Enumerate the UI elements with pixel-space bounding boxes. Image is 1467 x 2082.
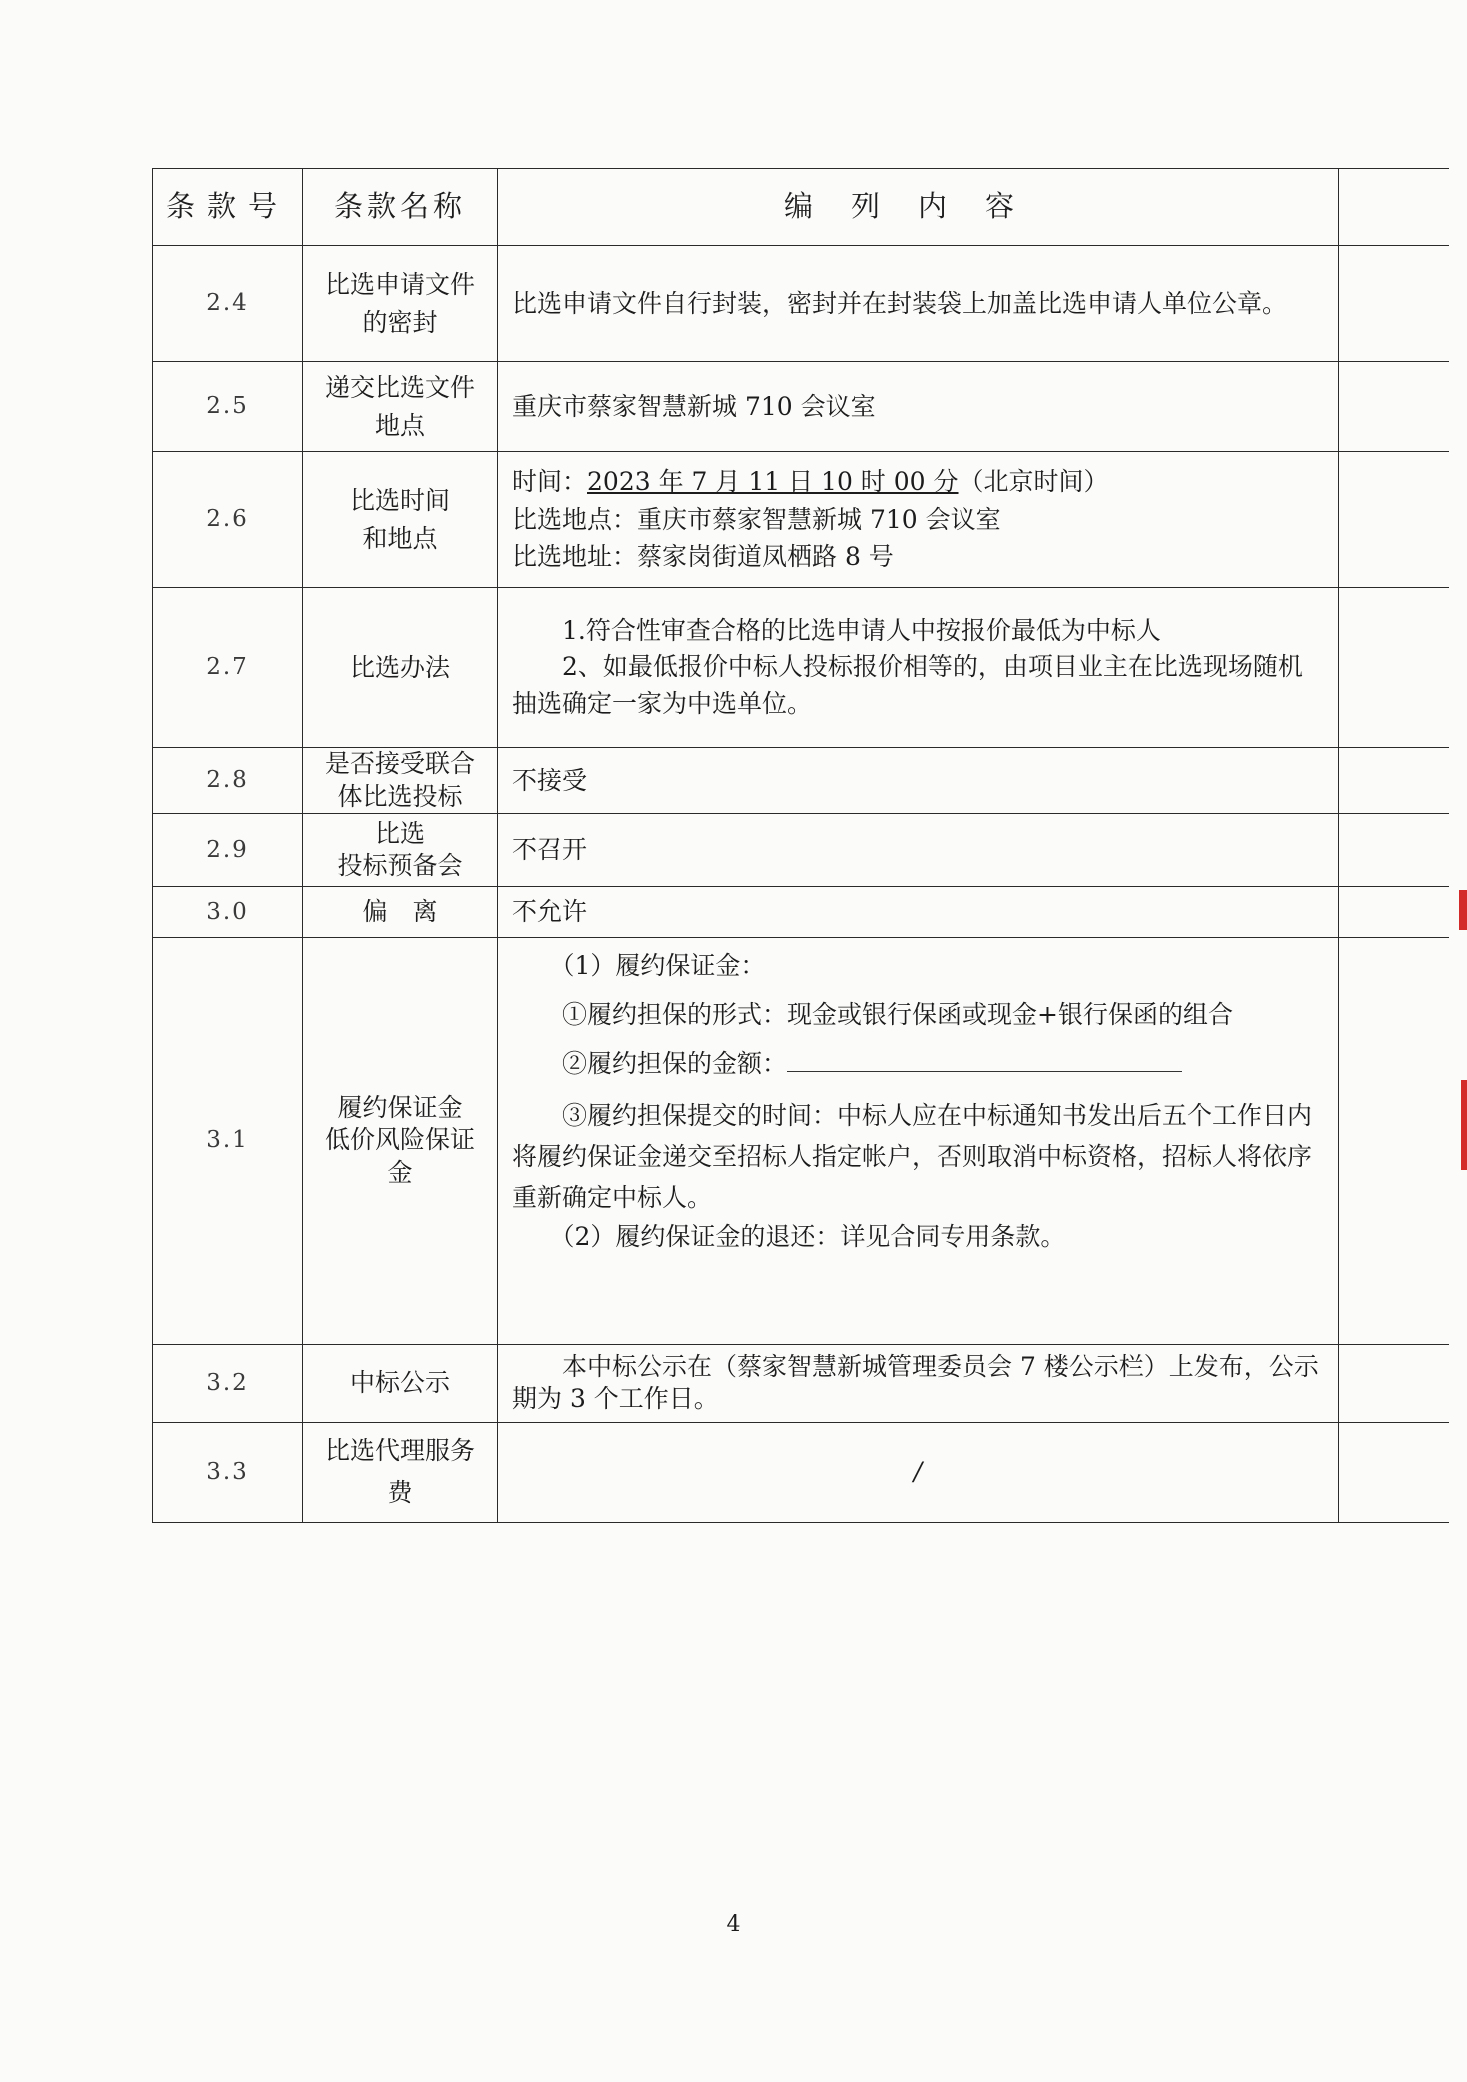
table-row bbox=[153, 748, 1449, 814]
clause-content: 比选申请文件自行封装，密封并在封装袋上加盖比选申请人单位公章。 bbox=[498, 246, 1339, 362]
table-row bbox=[153, 1422, 1449, 1522]
blank-column-cell bbox=[1339, 169, 1449, 246]
bid-time: 时间：2023 年 7 月 11 日 10 时 00 分（北京时间） bbox=[512, 467, 1109, 497]
clause-name: 中标公示 bbox=[303, 1344, 498, 1422]
table-row bbox=[153, 814, 1449, 887]
blank-column-cell bbox=[1339, 588, 1449, 748]
blank-column-cell bbox=[1339, 887, 1449, 938]
clause-name: 比选 投标预备会 bbox=[303, 814, 498, 887]
clause-content: 1.符合性审查合格的比选申请人中按报价最低为中标人 2、如最低报价中标人投标报价相等的，由项目业主在比选现场随机抽选确定一家为中选单位。 bbox=[498, 588, 1339, 748]
clause-content: （1）履约保证金： ①履约担保的形式：现金或银行保函或现金+银行保函的组合 ②履约担保的金额： ③履约担保提交的时间：中标人应在中标通知书发出后五个工作日内将履约保证金递交至招标人指定帐户，否则取消中标资格，招标人将依序重新确定中标人。 （2）履约保证金的退还：详见合同专用条款。 bbox=[498, 937, 1339, 1344]
clause-name: 履约保证金 低价风险保证 金 bbox=[303, 937, 498, 1344]
table-row bbox=[153, 937, 1449, 1344]
blank-column-cell bbox=[1339, 748, 1449, 814]
clause-no: 2.8 bbox=[153, 748, 303, 814]
clause-content: 不接受 bbox=[498, 748, 1339, 814]
clause-table bbox=[152, 168, 1449, 1523]
clause-name: 比选办法 bbox=[303, 588, 498, 748]
clause-name: 比选时间 和地点 bbox=[303, 452, 498, 588]
clause-name: 是否接受联合 体比选投标 bbox=[303, 748, 498, 814]
edge-stamp-mark bbox=[1461, 1080, 1467, 1170]
clause-no: 3.1 bbox=[153, 937, 303, 1344]
table-row bbox=[153, 1344, 1449, 1422]
table-row bbox=[153, 887, 1449, 938]
clause-content: 不允许 bbox=[498, 887, 1339, 938]
amount-blank-field bbox=[787, 1046, 1182, 1072]
table-row bbox=[153, 588, 1449, 748]
edge-stamp-mark bbox=[1459, 890, 1467, 930]
clause-no: 2.9 bbox=[153, 814, 303, 887]
blank-column-cell bbox=[1339, 362, 1449, 452]
clause-name: 偏 离 bbox=[303, 887, 498, 938]
bid-time-value: 2023 年 7 月 11 日 10 时 00 分 bbox=[587, 467, 959, 497]
page-number: 4 bbox=[726, 1912, 741, 1937]
clause-name: 比选申请文件 的密封 bbox=[303, 246, 498, 362]
blank-column-cell bbox=[1339, 937, 1449, 1344]
clause-no: 2.5 bbox=[153, 362, 303, 452]
header-clause-name: 条款名称 bbox=[303, 169, 498, 246]
table-row bbox=[153, 362, 1449, 452]
clause-no: 3.3 bbox=[153, 1422, 303, 1522]
blank-column-cell bbox=[1339, 452, 1449, 588]
table-header-row bbox=[153, 169, 1449, 246]
clause-no: 3.0 bbox=[153, 887, 303, 938]
clause-name: 递交比选文件 地点 bbox=[303, 362, 498, 452]
blank-column-cell bbox=[1339, 814, 1449, 887]
header-content: 编列内容 bbox=[498, 169, 1339, 246]
clause-content: / bbox=[498, 1422, 1339, 1522]
blank-column-cell bbox=[1339, 246, 1449, 362]
guarantee-amount-line: ②履约担保的金额： bbox=[512, 1042, 1324, 1085]
clause-no: 2.7 bbox=[153, 588, 303, 748]
clause-content: 本中标公示在（蔡家智慧新城管理委员会 7 楼公示栏）上发布，公示期为 3 个工作日。 bbox=[498, 1344, 1339, 1422]
table-row bbox=[153, 452, 1449, 588]
clause-no: 3.2 bbox=[153, 1344, 303, 1422]
blank-column-cell bbox=[1339, 1344, 1449, 1422]
clause-name: 比选代理服务 费 bbox=[303, 1422, 498, 1522]
blank-column-cell bbox=[1339, 1422, 1449, 1522]
table-row bbox=[153, 246, 1449, 362]
clause-no: 2.6 bbox=[153, 452, 303, 588]
header-clause-no: 条款号 bbox=[153, 169, 303, 246]
clause-no: 2.4 bbox=[153, 246, 303, 362]
clause-content: 不召开 bbox=[498, 814, 1339, 887]
clause-content: 时间：2023 年 7 月 11 日 10 时 00 分（北京时间） 比选地点：重庆市蔡家智慧新城 710 会议室 比选地址：蔡家岗街道凤栖路 8 号 bbox=[498, 452, 1339, 588]
clause-content: 重庆市蔡家智慧新城 710 会议室 bbox=[498, 362, 1339, 452]
